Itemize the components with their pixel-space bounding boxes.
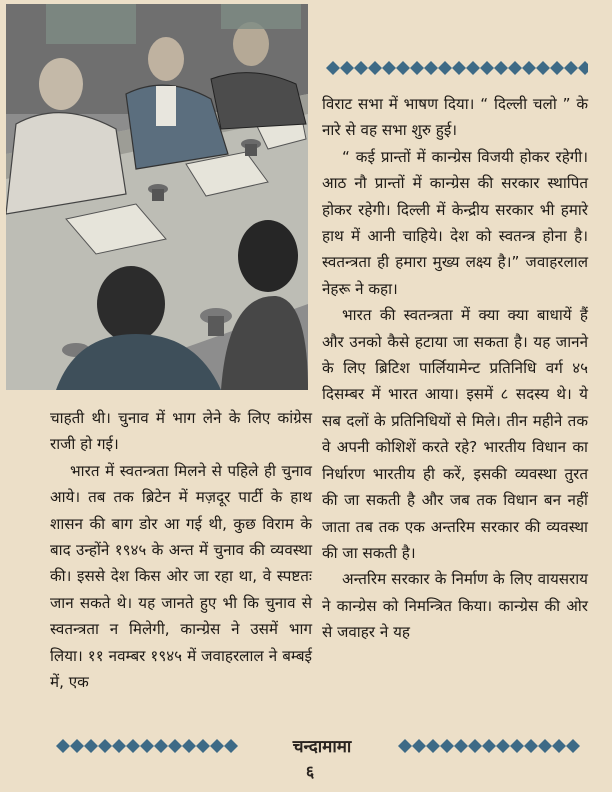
bottom-right-ornament-border xyxy=(398,739,586,753)
right-text-column xyxy=(322,91,588,646)
magazine-name: चन्दामामा xyxy=(292,737,352,757)
right-paragraph-3: भारत की स्वतन्त्रता में क्या क्या बाधायें हैं और उनको कैसे हटाया जा सकता है। यह जानने के लिए ब्रिटिश पार्लियामेन्ट प्रतिनिधि वर्ग ४५ दिसम्बर में भारत आया। इसमें ८ सदस्य थे। ये सब दलों के प्रतिनिधियों से मिले। तीन महीने तक वे अपनी कोशिशें करते रहे? भारतीय विधान का निर्धारण भारतीय ही करें, इसकी व्यवस्था तुरत की जा सकती है और जब तक विधान बन नहीं जाता तब तक एक अन्तरिम सरकार की व्यवस्था की जा सकती है। xyxy=(322,306,588,562)
meeting-illustration xyxy=(6,4,308,390)
page-number: ६ xyxy=(305,762,315,781)
bottom-left-ornament-border xyxy=(56,739,244,753)
right-paragraph-1: विराट सभा में भाषण दिया। “ दिल्ली चलो ” के नारे से वह सभा शुरु हुई। xyxy=(322,95,588,140)
right-paragraph-4: अन्तरिम सरकार के निर्माण के लिए वायसराय ने कान्ग्रेस को निमन्त्रित किया। कान्ग्रेस की ओर से जवाहर ने यह xyxy=(322,570,588,642)
meeting-table-illustration-icon xyxy=(6,4,308,390)
left-paragraph-2: भारत में स्वतन्त्रता मिलने से पहिले ही चुनाव आये। तब तक ब्रिटेन में मज़दूर पार्टी के हाथ शासन की बाग डोर आ गई थी, कुछ विराम के बाद उन्होंने १९४५ के अन्त में चुनाव की व्यवस्था की। इससे देश किस ओर जा रहा था, वे स्पष्टतः जान सकते थे। यह जानते हुए भी कि चुनाव से स्वतन्त्रता न मिलेगी, कान्ग्रेस ने उसमें भाग लिया। ११ नवम्बर १९४५ में जवाहरलाल ने बम्बई में, एक xyxy=(50,461,312,692)
right-paragraph-2: “ कई प्रान्तों में कान्ग्रेस विजयी होकर रहेगी। आठ नौ प्रान्तों में कान्ग्रेस की सरकार स्थापित होकर रहेगी। दिल्ली में केन्द्रीय सरकार भी हमारे हाथ में आनी चाहिये। देश को स्वतन्त्र होना है। स्वतन्त्रता ही हमारा मुख्य लक्ष्य है।” जवाहरलाल नेहरू ने कहा। xyxy=(322,147,588,298)
left-paragraph-1: चाहती थी। चुनाव में भाग लेने के लिए कांग्रेस राजी हो गई। xyxy=(50,409,312,454)
left-text-column xyxy=(50,405,312,695)
top-ornament-border xyxy=(326,61,588,75)
